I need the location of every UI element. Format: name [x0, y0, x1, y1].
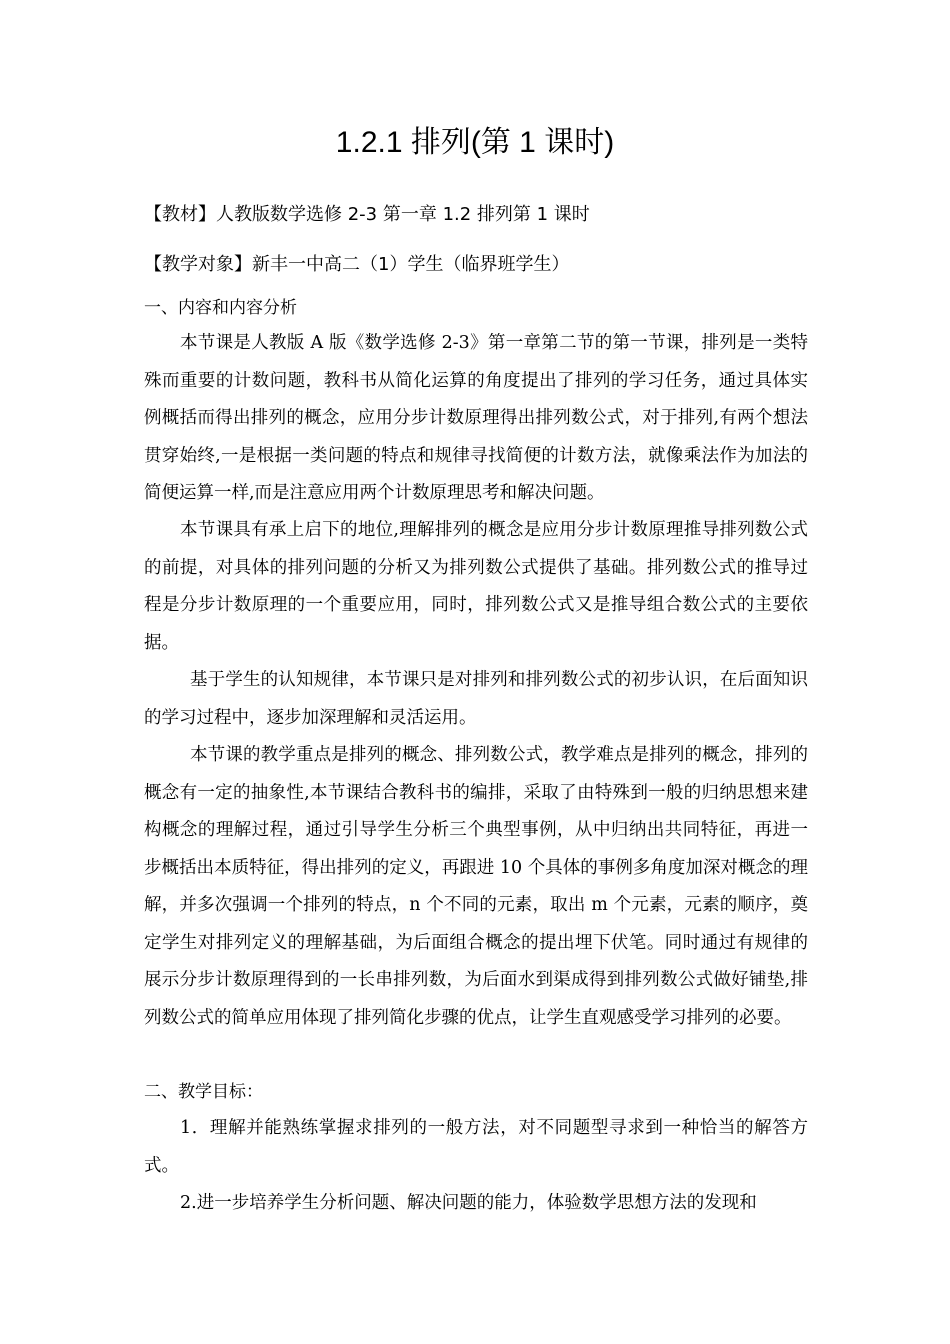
- document-title: 1.2.1 排列(第 1 课时): [335, 126, 615, 159]
- paragraph-content-1: 本节课是人教版 A 版《数学选修 2-3》第一章第二节的第一节课，排列是一类特殊而重要的计数问题，教科书从简化运算的角度提出了排列的学习任务，通过具体实例概括而得出排列的概念，应用分步计数原理得出排列数公式，对于排列,有两个想法贯穿始终,一是根据一类问题的特点和规律寻找简便的计数方法，就像乘法作为加法的简便运算一样,而是注意应用两个计数原理思考和解决问题。: [144, 333, 808, 503]
- audience-info: 【教学对象】新丰一中高二（1）学生（临界班学生）: [144, 254, 570, 275]
- section-heading-teaching-goals: 二、教学目标：: [144, 1082, 263, 1102]
- paragraph-content-3: 基于学生的认知规律，本节课只是对排列和排列数公式的初步认识，在后面知识的学习过程中，逐步加深理解和灵活运用。: [144, 670, 808, 728]
- paragraph-goal-2: 2.进一步培养学生分析问题、解决问题的能力，体验数学思想方法的发现和: [180, 1193, 757, 1213]
- section-heading-content-analysis: 一、内容和内容分析: [144, 298, 297, 318]
- paragraph-content-2: 本节课具有承上启下的地位,理解排列的概念是应用分步计数原理推导排列数公式的前提，对具体的排列问题的分析又为排列数公式提供了基础。排列数公式的推导过程是分步计数原理的一个重要应用，同时，排列数公式又是推导组合数公式的主要依据。: [144, 520, 808, 653]
- paragraph-content-4: 本节课的教学重点是排列的概念、排列数公式，教学难点是排列的概念，排列的概念有一定的抽象性,本节课结合教科书的编排，采取了由特殊到一般的归纳思想来建构概念的理解过程，通过引导学生分析三个典型事例，从中归纳出共同特征，再进一步概括出本质特征，得出排列的定义，再跟进 10 个具体的事例多角度加深对概念的理解，并多次强调一个排列的特点，n 个不同的元素，取出 m 个元素，元素的顺序，奠定学生对排列定义的理解基础，为后面组合概念的提出埋下伏笔。同时通过有规律的展示分步计数原理得到的一长串排列数，为后面水到渠成得到排列数公式做好铺垫,排列数公式的简单应用体现了排列简化步骤的优点，让学生直观感受学习排列的必要。: [144, 745, 808, 1028]
- paragraph-goal-1: 1．理解并能熟练掌握求排列的一般方法，对不同题型寻求到一种恰当的解答方式。: [144, 1118, 808, 1176]
- textbook-info: 【教材】人教版数学选修 2-3 第一章 1.2 排列第 1 课时: [144, 204, 590, 225]
